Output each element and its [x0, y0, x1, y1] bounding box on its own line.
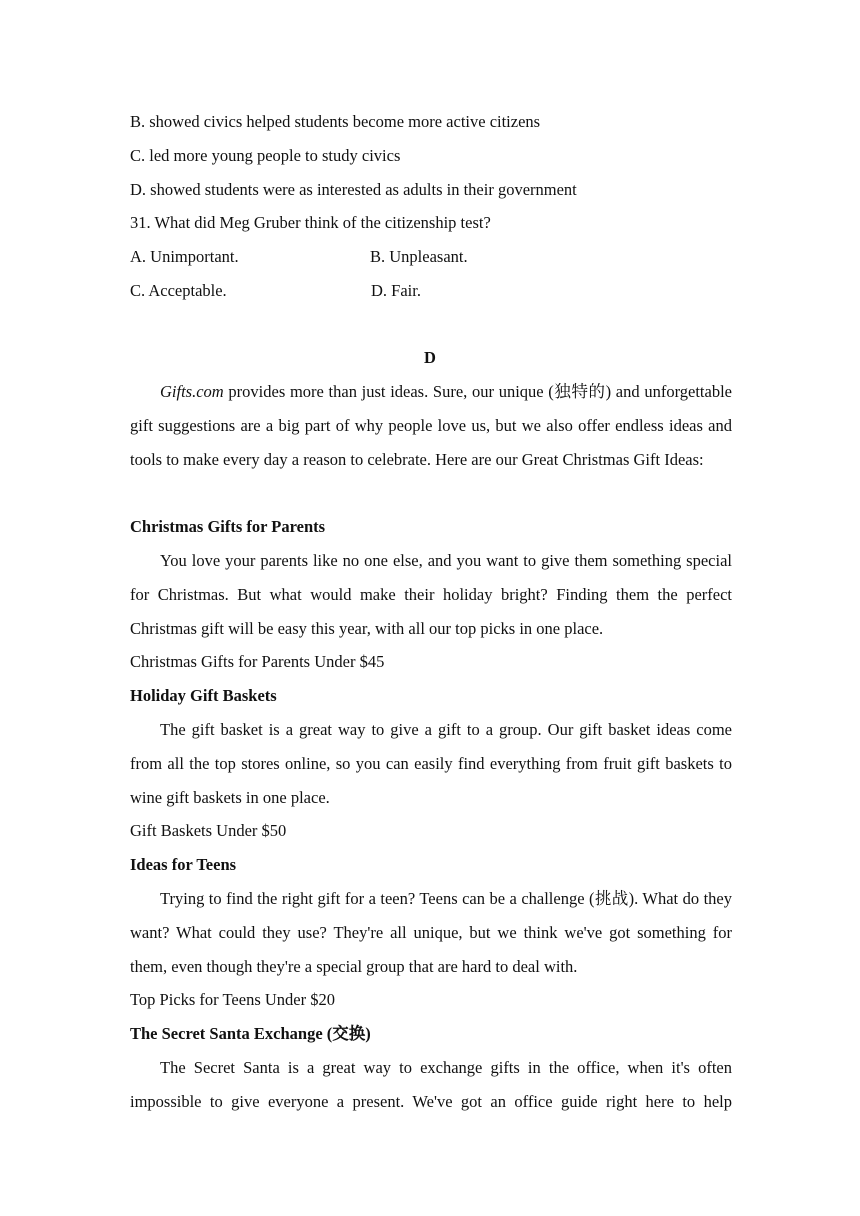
question-31: 31. What did Meg Gruber think of the citizenship test?: [130, 213, 491, 232]
parents-paragraph: You love your parents like no one else, and you want to give them something special for Christmas. But what would make their holiday bright? Finding them the perfect Christmas gift will be easy this year, with all our top picks in one place.: [130, 551, 732, 638]
option-d-prev: D. showed students were as interested as adults in their government: [130, 180, 577, 199]
q31-option-c: C. Acceptable.: [130, 281, 227, 300]
section-letter: D: [424, 348, 436, 367]
intro-text: provides more than just ideas. Sure, our unique (独特的) and unforgettable gift suggestions are a big part of why people love us, but we also offer endless ideas and tools to make every day a reason to celebrate. Here are our Great Christmas Gift Ideas:: [130, 382, 732, 469]
heading-teens: Ideas for Teens: [130, 855, 237, 874]
teens-link: Top Picks for Teens Under $20: [130, 990, 335, 1009]
option-b-prev: B. showed civics helped students become more active citizens: [130, 112, 541, 131]
heading-secret-santa: The Secret Santa Exchange (交换): [130, 1024, 371, 1043]
teens-paragraph: Trying to find the right gift for a teen? Teens can be a challenge (挑战). What do they want? What could they use? They're all unique, but we think we've got something for them, even though they're a special group that are hard to deal with.: [130, 889, 732, 976]
q31-option-d: D. Fair.: [371, 281, 421, 300]
option-c-prev: C. led more young people to study civics: [130, 146, 401, 165]
heading-parents: Christmas Gifts for Parents: [130, 517, 326, 536]
baskets-paragraph: The gift basket is a great way to give a gift to a group. Our gift basket ideas come from all the top stores online, so you can easily find everything from fruit gift baskets to wine gift baskets in one place.: [130, 720, 732, 807]
santa-paragraph: The Secret Santa is a great way to exchange gifts in the office, when it's often impossible to give everyone a present. We've got an office guide right here to help: [130, 1058, 732, 1111]
intro-paragraph: [130, 375, 732, 476]
q31-option-a: A. Unimportant.: [130, 247, 239, 266]
heading-baskets: Holiday Gift Baskets: [130, 686, 277, 705]
q31-option-b: B. Unpleasant.: [370, 247, 468, 266]
site-name: Gifts.com: [160, 382, 224, 401]
baskets-link: Gift Baskets Under $50: [130, 821, 287, 840]
parents-link: Christmas Gifts for Parents Under $45: [130, 652, 385, 671]
